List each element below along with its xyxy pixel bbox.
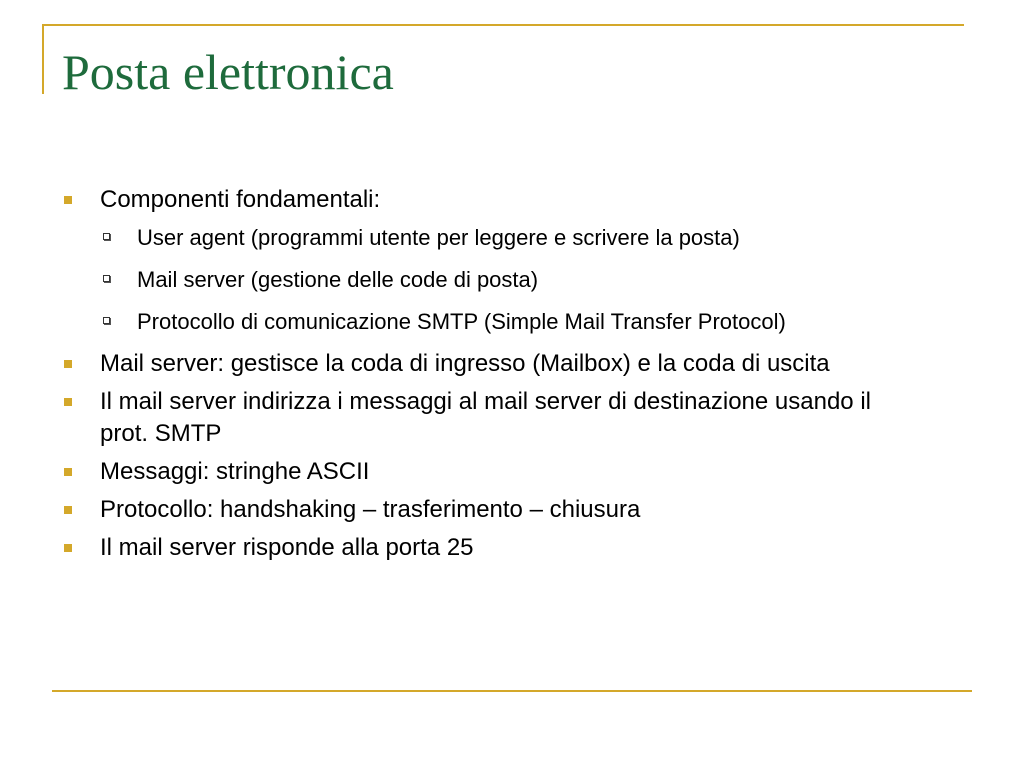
hollow-square-bullet-icon [103, 275, 110, 282]
bullet-text: Il mail server risponde alla porta 25 [100, 534, 474, 561]
sub-bullet-text: Protocollo di comunicazione SMTP (Simple Mail Transfer Protocol) [137, 309, 786, 334]
frame-bottom-line [52, 690, 972, 692]
sub-bullet-item [62, 264, 962, 296]
square-bullet-icon [64, 398, 72, 406]
bullet-item [62, 494, 962, 526]
bullet-item [62, 532, 962, 564]
bullet-item [62, 456, 962, 488]
frame-top-line [42, 24, 964, 26]
bullet-item [62, 386, 900, 450]
sub-bullet-item [62, 222, 962, 254]
hollow-square-bullet-icon [103, 233, 110, 240]
bullet-item [62, 348, 890, 380]
hollow-square-bullet-icon [103, 317, 110, 324]
sub-bullet-item [62, 306, 897, 338]
bullet-text: Mail server: gestisce la coda di ingresso (Mailbox) e la coda di uscita [100, 350, 830, 377]
square-bullet-icon [64, 196, 72, 204]
frame-left-line [42, 24, 44, 94]
bullet-text: Messaggi: stringhe ASCII [100, 458, 370, 485]
bullet-list [62, 184, 962, 570]
square-bullet-icon [64, 506, 72, 514]
square-bullet-icon [64, 468, 72, 476]
bullet-item [62, 184, 962, 216]
sub-bullet-text: Mail server (gestione delle code di posta) [137, 267, 539, 292]
bullet-text: Componenti fondamentali: [100, 186, 381, 213]
sub-bullet-list [62, 222, 962, 338]
bullet-text: Protocollo: handshaking – trasferimento – chiusura [100, 496, 641, 523]
square-bullet-icon [64, 544, 72, 552]
bullet-text: Il mail server indirizza i messaggi al mail server di destinazione usando il prot. SMTP [100, 388, 871, 447]
sub-bullet-text: User agent (programmi utente per leggere e scrivere la posta) [137, 225, 740, 250]
square-bullet-icon [64, 360, 72, 368]
slide-title: Posta elettronica [62, 44, 394, 100]
